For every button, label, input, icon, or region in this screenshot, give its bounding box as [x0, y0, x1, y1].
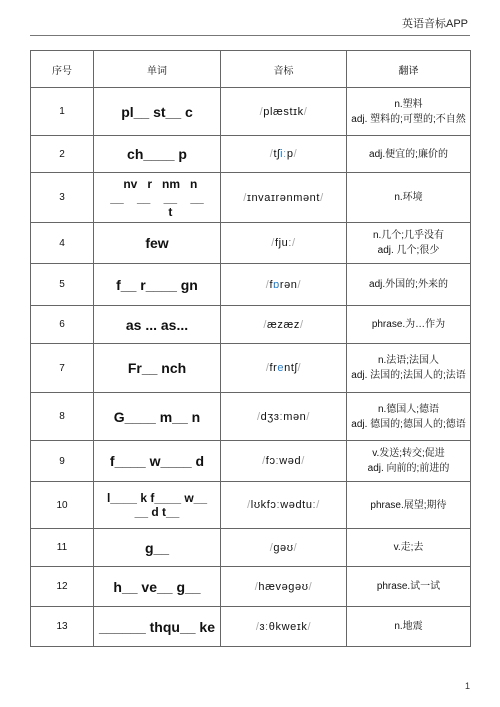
translation-line: n.环境: [394, 192, 423, 203]
table-row: [31, 529, 471, 567]
phonetic-highlight: iː: [280, 148, 287, 160]
phonetic: [221, 136, 347, 173]
phonetic: [221, 529, 347, 567]
translation-line: n.塑料: [394, 98, 423, 110]
translation: [347, 88, 471, 136]
app-brand: 英语音标APP: [401, 18, 468, 30]
phonetic-text: tʃ: [273, 148, 281, 160]
phonetic: [221, 306, 347, 344]
phonetic-text: gəʊ: [273, 541, 294, 554]
phonetic-text: fɔːwəd: [265, 455, 302, 467]
table-row: [31, 567, 471, 607]
phonetic-slash: /: [265, 278, 270, 291]
phonetic-text: fjuː: [274, 237, 293, 249]
phonetic-slash: /: [301, 455, 305, 467]
table-header-row: [31, 51, 471, 88]
phonetic-text: ɪnvaɪrənmənt: [246, 191, 321, 204]
phonetic-text: hævəgəʊ: [258, 580, 309, 593]
row-number: 6: [31, 306, 94, 344]
translation: [347, 529, 471, 567]
word-cloze: f____ w____ d: [94, 441, 221, 482]
phonetic-slash: /: [307, 620, 312, 633]
table-row: [31, 482, 471, 529]
phonetic-slash: /: [243, 191, 247, 204]
translation-line: phrase.展望;期待: [370, 499, 447, 511]
phonetic-text: ɜːθkweɪk: [259, 620, 308, 633]
row-number: 11: [31, 529, 94, 567]
phonetic-slash: /: [306, 410, 311, 423]
table-row: [31, 306, 471, 344]
phonetic-text: dʒɜːmən: [260, 410, 307, 423]
col-header-word: 单词: [94, 51, 221, 88]
header-divider: [30, 35, 470, 36]
translation: [347, 441, 471, 482]
phonetic-highlight: e: [277, 362, 285, 374]
table-row: [31, 223, 471, 264]
row-number: 1: [31, 88, 94, 136]
word-cloze: g__: [94, 529, 221, 567]
phonetic-slash: /: [247, 499, 251, 511]
word-cloze: h__ ve__ g__: [94, 567, 221, 607]
row-number: 8: [31, 393, 94, 441]
table-row: [31, 441, 471, 482]
phonetic-slash: /: [293, 541, 298, 554]
translation: [347, 173, 471, 223]
phonetic: [221, 264, 347, 306]
table-row: [31, 607, 471, 647]
phonetic-slash: /: [269, 148, 274, 160]
translation: [347, 223, 471, 264]
row-number: 13: [31, 607, 94, 647]
word-cloze: ch____ p: [94, 136, 221, 173]
row-number: 12: [31, 567, 94, 607]
phonetic: [221, 393, 347, 441]
translation: [347, 264, 471, 306]
table-row: [31, 173, 471, 223]
row-number: 7: [31, 344, 94, 393]
translation-line: adj.外国的;外来的: [369, 279, 448, 290]
phonetic-slash: /: [292, 237, 296, 249]
translation-line: v.发送;转交;促进: [372, 448, 445, 459]
translation: [347, 482, 471, 529]
vocabulary-table: [30, 50, 471, 647]
phonetic: [221, 344, 347, 393]
phonetic-slash: /: [293, 148, 298, 160]
page-number: 1: [464, 681, 470, 691]
translation: [347, 306, 471, 344]
word-cloze: ______ thqu__ ke: [94, 607, 221, 647]
phonetic-slash: /: [259, 105, 264, 118]
word-cloze: G____ m__ n: [94, 393, 221, 441]
phonetic-slash: /: [254, 580, 259, 593]
row-number: 5: [31, 264, 94, 306]
phonetic-text: fr: [269, 362, 278, 374]
translation-line: adj. 塑料的;可塑的;不自然: [351, 113, 466, 125]
table-row: [31, 393, 471, 441]
word-cloze: Fr__ nch: [94, 344, 221, 393]
translation: [347, 136, 471, 173]
word-cloze: f__ r____ gn: [94, 264, 221, 306]
phonetic-slash: /: [255, 620, 260, 633]
word-cloze: few: [94, 223, 221, 264]
phonetic-slash: /: [263, 318, 268, 331]
translation-line: adj.便宜的;廉价的: [369, 148, 448, 160]
phonetic-text: rən: [279, 278, 298, 291]
translation-line: n.德国人;德语: [377, 403, 440, 415]
translation-line: phrase.试一试: [376, 581, 441, 592]
translation-line: n.几个;几乎没有: [372, 230, 445, 241]
col-header-phonetic: 音标: [221, 51, 347, 88]
phonetic: [221, 173, 347, 223]
phonetic-slash: /: [271, 237, 275, 249]
word-cloze: as ... as...: [94, 306, 221, 344]
translation-line: v.走;去: [393, 542, 424, 553]
table-row: [31, 264, 471, 306]
table-row: [31, 344, 471, 393]
table-row: [31, 88, 471, 136]
phonetic-highlight: ɒ: [273, 278, 280, 291]
col-header-number: 序号: [31, 51, 94, 88]
phonetic: [221, 567, 347, 607]
row-number: 10: [31, 482, 94, 529]
phonetic: [221, 482, 347, 529]
phonetic-slash: /: [297, 362, 302, 374]
phonetic-slash: /: [297, 278, 302, 291]
phonetic: [221, 88, 347, 136]
phonetic-slash: /: [256, 410, 261, 423]
translation: [347, 607, 471, 647]
row-number: 9: [31, 441, 94, 482]
row-number: 2: [31, 136, 94, 173]
phonetic-slash: /: [262, 455, 266, 467]
phonetic-slash: /: [299, 318, 304, 331]
phonetic-text: plæstɪk: [263, 105, 304, 118]
translation: [347, 344, 471, 393]
translation-line: n.法语;法国人: [377, 355, 440, 366]
phonetic: [221, 223, 347, 264]
table-row: [31, 136, 471, 173]
phonetic-slash: /: [308, 580, 313, 593]
translation: [347, 567, 471, 607]
phonetic-text: p: [286, 148, 294, 160]
translation-line: adj. 法国的;法国人的;法语: [351, 370, 466, 381]
translation: [347, 393, 471, 441]
phonetic-slash: /: [265, 362, 270, 374]
word-cloze: l____ k f____ w__ __ d t__: [94, 482, 221, 529]
phonetic-slash: /: [303, 105, 308, 118]
translation-line: phrase.为…作为: [371, 319, 446, 330]
col-header-translation: 翻译: [347, 51, 471, 88]
phonetic: [221, 441, 347, 482]
phonetic-text: f: [269, 278, 274, 291]
phonetic-slash: /: [316, 499, 320, 511]
translation-line: n.地震: [394, 621, 423, 632]
phonetic-text: æzæz: [267, 318, 300, 331]
translation-line: adj. 德国的;德国人的;德语: [351, 418, 466, 430]
translation-line: adj. 几个;很少: [377, 245, 440, 256]
word-cloze: pl__ st__ c: [94, 88, 221, 136]
translation-line: adj. 向前的;前进的: [367, 463, 450, 474]
row-number: 4: [31, 223, 94, 264]
phonetic-slash: /: [269, 541, 274, 554]
phonetic-slash: /: [320, 191, 324, 204]
phonetic-text: ntʃ: [284, 362, 298, 374]
word-cloze: nv r nm n __ __ __ __ t: [94, 173, 221, 223]
phonetic-text: lʊkfɔːwədtuː: [250, 499, 317, 511]
phonetic: [221, 607, 347, 647]
row-number: 3: [31, 173, 94, 223]
